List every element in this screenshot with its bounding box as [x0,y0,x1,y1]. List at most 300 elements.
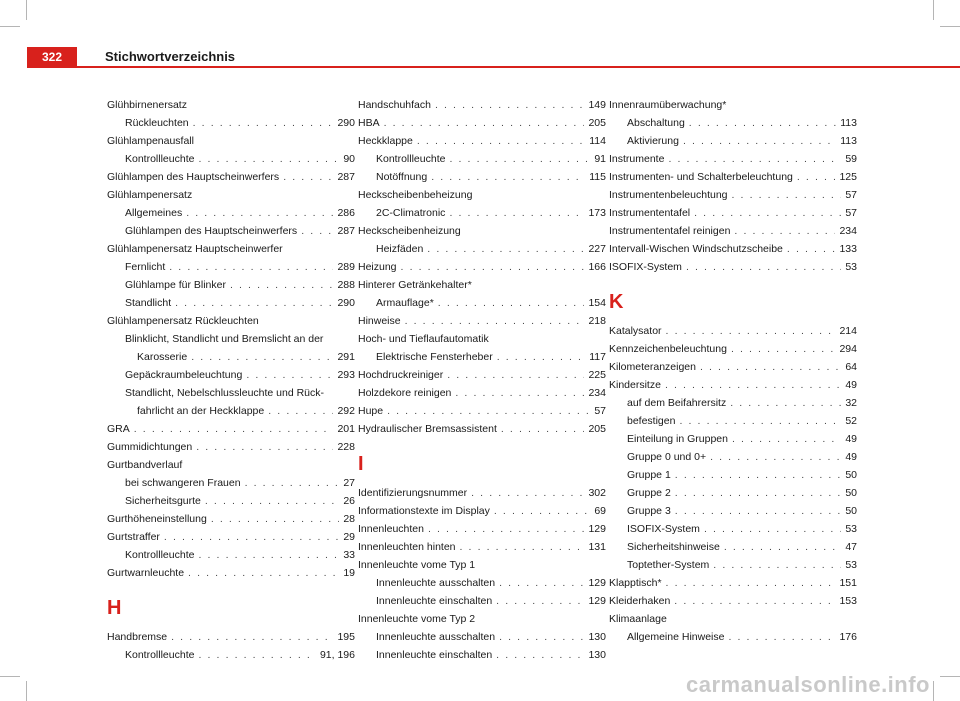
leader-dots [198,150,339,168]
index-entry [358,348,606,366]
leader-dots [496,592,584,610]
index-entry [358,592,606,610]
header-rule [27,66,960,68]
index-entry-label: Allgemeines [125,207,183,219]
index-entry [358,204,606,222]
index-entry-label: HBA [358,117,380,129]
index-entry-label: Gurthöheneinstellung [107,513,207,525]
index-entry-page: 129 [588,577,606,589]
index-entry-page: 91, 196 [319,649,355,661]
index-entry-label: Toptether-System [627,559,710,571]
index-entry-label: Kennzeichenbeleuchtung [609,343,727,355]
index-entry-page: 49 [845,433,857,445]
index-entry-label: Innenleuchte einschalten [376,649,493,661]
index-entry [107,258,355,276]
index-entry-page: 117 [589,351,606,363]
leader-dots [732,430,841,448]
leader-dots [401,258,585,276]
index-entry-label: Kontrollleuchte [125,153,195,165]
crop-mark [0,676,20,677]
leader-dots [675,484,842,502]
index-entry-page: 113 [840,117,857,129]
index-entry [609,556,857,574]
index-entry-label: Gurtwarnleuchte [107,567,185,579]
leader-dots [438,294,585,312]
index-entry [609,222,857,240]
leader-dots [246,366,333,384]
leader-dots [501,420,585,438]
index-entry-page: 130 [588,631,606,643]
index-entry [609,258,857,276]
page-header [0,0,960,66]
index-entry-page: 291 [337,351,355,363]
index-entry-label: Kontrollleuchte [125,649,195,661]
index-entry-page: 26 [343,495,355,507]
index-entry-page: 205 [588,423,606,435]
index-entry [107,294,355,312]
leader-dots [283,168,333,186]
index-entry [358,384,606,402]
leader-dots [730,394,841,412]
index-entry [358,114,606,132]
index-entry [609,412,857,430]
index-entry-page: 57 [594,405,606,417]
index-entry-label: Innenleuchten [358,523,424,535]
index-entry-page: 195 [337,631,355,643]
index-entry [609,484,857,502]
index-entry-label: ISOFIX-System [627,523,700,535]
index-entry-label: Instrumententafel [609,207,691,219]
index-entry-label: Gruppe 0 und 0+ [627,451,707,463]
index-entry-label: Abschaltung [627,117,685,129]
index-entry-label: Elektrische Fensterheber [376,351,493,363]
leader-dots [666,322,836,340]
index-entry-label: Hydraulischer Bremsassistent [358,423,497,435]
leader-dots [449,204,584,222]
leader-dots [427,240,584,258]
index-heading: Innenleuchte vome Typ 1 [358,559,476,571]
index-heading: Glühbirnenersatz [107,99,187,111]
index-entry-page: 287 [337,171,355,183]
index-entry [107,646,355,664]
index-entry-label: Heckklappe [358,135,413,147]
index-entry [358,258,606,276]
index-entry-label: Heizfäden [376,243,424,255]
leader-dots [499,628,584,646]
index-entry-label: Sicherheitshinweise [627,541,720,553]
index-entry [107,628,355,646]
index-entry-page: 115 [589,171,606,183]
leader-dots [455,384,584,402]
leader-dots [188,564,339,582]
index-entry-page: 53 [845,523,857,535]
leader-dots [460,538,585,556]
index-entry [609,168,857,186]
index-entry-page: 149 [588,99,606,111]
index-entry-page: 133 [839,243,857,255]
index-entry [107,348,355,366]
index-entry [107,168,355,186]
index-entry [358,502,606,520]
index-entry-page: 288 [337,279,355,291]
leader-dots [268,402,333,420]
index-entry-page: 28 [343,513,355,525]
index-entry-page: 292 [337,405,355,417]
index-entry-page: 151 [839,577,857,589]
leader-dots [496,646,584,664]
index-entry-label: Klapptisch* [609,577,662,589]
leader-dots [431,168,585,186]
index-entry [358,96,606,114]
leader-dots [694,204,841,222]
index-entry [107,114,355,132]
index-entry [609,574,857,592]
index-entry-label: Kindersitze [609,379,661,391]
index-entry [358,312,606,330]
index-entry [609,150,857,168]
index-entry [358,484,606,502]
index-entry-page: 90 [343,153,355,165]
leader-dots [301,222,333,240]
index-entry-page: 57 [845,189,857,201]
index-heading: Glühlampenersatz Hauptscheinwerfer [107,243,283,255]
index-entry [107,420,355,438]
index-entry-page: 218 [588,315,606,327]
index-entry [107,438,355,456]
index-entry [609,132,857,150]
index-entry [609,430,857,448]
index-entry [107,510,355,528]
index-column-1 [107,96,355,664]
index-heading: Heckscheibenbeheizung [358,189,473,201]
leader-dots [689,114,836,132]
page-number: 322 [27,47,77,66]
index-entry-page: 153 [839,595,857,607]
index-entry-label: Gummidichtungen [107,441,193,453]
index-entry-page: 234 [839,225,857,237]
leader-dots [164,528,339,546]
index-entry-page: 290 [337,117,355,129]
index-entry-page: 205 [588,117,606,129]
index-entry-label: Innenleuchten hinten [358,541,456,553]
index-entry [609,628,857,646]
index-entry-page: 227 [588,243,606,255]
leader-dots [435,96,585,114]
index-entry-page: 52 [845,415,857,427]
index-entry-label: Identifizierungsnummer [358,487,468,499]
index-entry-label: Gruppe 3 [627,505,671,517]
index-entry [107,474,355,492]
leader-dots [686,258,841,276]
index-entry-page: 302 [588,487,606,499]
index-entry-page: 214 [839,325,857,337]
index-entry [358,420,606,438]
index-entry [609,186,857,204]
index-entry-page: 53 [845,559,857,571]
leader-dots [674,592,835,610]
index-entry-page: 19 [343,567,355,579]
index-entry-label: Innenleuchte einschalten [376,595,493,607]
index-entry-label: Holzdekore reinigen [358,387,452,399]
index-entry [107,546,355,564]
leader-dots [710,448,841,466]
index-entry-page: 293 [337,369,355,381]
leader-dots [494,502,590,520]
index-entry-label: Instrumenten- und Schalterbeleuchtung [609,171,793,183]
leader-dots [428,520,584,538]
index-entry-label: Kontrollleuchte [125,549,195,561]
index-entry-label: Intervall-Wischen Windschutzscheibe [609,243,783,255]
index-entry-label: Gruppe 2 [627,487,671,499]
index-heading: Hoch- und Tieflaufautomatik [358,333,489,345]
leader-dots [193,114,334,132]
leader-dots [683,132,836,150]
index-entry-label: fahrlicht an der Heckklappe [137,405,265,417]
index-entry-label: Instrumententafel reinigen [609,225,731,237]
index-entry [358,366,606,384]
index-entry-label: Gurtstraffer [107,531,160,543]
leader-dots [666,574,836,592]
index-entry [609,376,857,394]
index-entry-label: Notöffnung [376,171,428,183]
index-entry-label: Innenleuchte ausschalten [376,631,496,643]
index-entry [107,204,355,222]
leader-dots [384,114,585,132]
index-column-3 [609,96,857,646]
index-entry-label: Kontrollleuchte [376,153,446,165]
index-entry [358,402,606,420]
leader-dots [449,150,590,168]
index-entry-page: 228 [337,441,355,453]
index-entry-label: auf dem Beifahrersitz [627,397,727,409]
index-entry-label: Hupe [358,405,384,417]
index-entry-page: 49 [845,451,857,463]
index-entry-page: 47 [845,541,857,553]
index-column-2 [358,96,606,664]
index-entry-page: 32 [845,397,857,409]
index-entry-label: Instrumentenbeleuchtung [609,189,728,201]
index-entry-label: Kilometeranzeigen [609,361,696,373]
index-entry [107,366,355,384]
index-entry-page: 29 [343,531,355,543]
index-heading: Gurtbandverlauf [107,459,183,471]
leader-dots [134,420,334,438]
leader-dots [447,366,584,384]
index-entry [107,564,355,582]
index-entry-label: ISOFIX-System [609,261,682,273]
index-entry [358,538,606,556]
index-entry-label: Handbremse [107,631,168,643]
index-entry-page: 50 [845,505,857,517]
index-entry [107,528,355,546]
index-entry [358,168,606,186]
index-entry-label: Katalysator [609,325,662,337]
leader-dots [724,538,842,556]
index-entry-page: 53 [845,261,857,273]
leader-dots [675,466,842,484]
index-entry [609,520,857,538]
leader-dots [171,628,333,646]
index-entry-label: Glühlampen des Hauptscheinwerfers [107,171,280,183]
index-entry [609,114,857,132]
leader-dots [191,348,333,366]
leader-dots [198,546,339,564]
index-entry-label: Armauflage* [376,297,434,309]
index-heading: Heckscheibenheizung [358,225,461,237]
index-heading: Hinterer Getränkehalter* [358,279,472,291]
index-entry-page: 130 [588,649,606,661]
leader-dots [186,204,333,222]
page-title: Stichwortverzeichnis [105,49,236,64]
index-entry-page: 59 [845,153,857,165]
section-letter: I [358,453,364,475]
section-letter: K [609,291,624,313]
index-entry-label: 2C-Climatronic [376,207,446,219]
leader-dots [387,402,590,420]
index-heading: Glühlampenersatz [107,189,193,201]
index-entry [609,322,857,340]
index-entry [358,646,606,664]
index-entry-label: Hinweise [358,315,401,327]
index-entry-label: bei schwangeren Frauen [125,477,241,489]
index-entry [358,520,606,538]
index-entry-label: Standlicht [125,297,172,309]
index-entry-page: 50 [845,487,857,499]
index-entry-label: Hochdruckreiniger [358,369,444,381]
index-entry-page: 125 [839,171,857,183]
index-entry-page: 287 [337,225,355,237]
index-entry-label: Rückleuchten [125,117,189,129]
leader-dots [497,348,586,366]
index-entry [107,150,355,168]
leader-dots [198,646,315,664]
crop-mark [940,676,960,677]
leader-dots [417,132,585,150]
index-entry-page: 289 [337,261,355,273]
crop-mark [26,681,27,701]
index-entry-label: befestigen [627,415,676,427]
index-entry-label: Kleiderhaken [609,595,671,607]
index-entry [609,592,857,610]
index-entry-label: Heizung [358,261,397,273]
index-entry-page: 290 [337,297,355,309]
index-entry-page: 129 [588,595,606,607]
index-entry-label: Glühlampe für Blinker [125,279,226,291]
index-entry [609,502,857,520]
index-entry [107,492,355,510]
index-entry-label: Glühlampen des Hauptscheinwerfers [125,225,298,237]
index-entry-page: 64 [845,361,857,373]
leader-dots [205,492,339,510]
watermark: carmanualsonline.info [686,672,930,697]
index-entry-label: Handschuhfach [358,99,431,111]
index-entry [609,358,857,376]
index-entry [609,340,857,358]
index-entry-page: 173 [588,207,606,219]
leader-dots [169,258,333,276]
index-heading: Klimaanlage [609,613,667,625]
index-entry-page: 114 [589,135,606,147]
leader-dots [668,150,841,168]
index-entry [358,574,606,592]
index-heading: Blinklicht, Standlicht und Bremslicht an der [125,333,324,345]
leader-dots [665,376,841,394]
index-entry-page: 201 [337,423,355,435]
leader-dots [728,628,835,646]
index-entry-page: 33 [343,549,355,561]
index-heading: Glühlampenausfall [107,135,194,147]
leader-dots [734,222,835,240]
index-entry [358,294,606,312]
index-entry [358,240,606,258]
index-entry [609,538,857,556]
index-entry [609,466,857,484]
index-entry-label: Gruppe 1 [627,469,671,481]
leader-dots [211,510,339,528]
leader-dots [245,474,340,492]
index-entry [107,276,355,294]
index-entry-page: 129 [588,523,606,535]
index-entry-label: Instrumente [609,153,665,165]
index-entry-label: Aktivierung [627,135,679,147]
leader-dots [175,294,333,312]
index-entry-page: 27 [343,477,355,489]
leader-dots [230,276,334,294]
section-letter: H [107,597,122,619]
index-entry [107,402,355,420]
index-entry-page: 154 [588,297,606,309]
leader-dots [499,574,584,592]
index-entry-label: Innenleuchte ausschalten [376,577,496,589]
index-entry-label: Sicherheitsgurte [125,495,201,507]
crop-mark [933,681,934,701]
index-entry [358,132,606,150]
index-entry-page: 113 [840,135,857,147]
index-entry-label: Karosserie [137,351,188,363]
leader-dots [713,556,841,574]
index-entry-page: 91 [594,153,606,165]
leader-dots [471,484,584,502]
leader-dots [731,340,836,358]
leader-dots [679,412,841,430]
index-entry-page: 225 [588,369,606,381]
index-heading: Innenleuchte vome Typ 2 [358,613,476,625]
index-entry [609,394,857,412]
leader-dots [732,186,842,204]
index-entry-page: 50 [845,469,857,481]
index-entry-page: 131 [588,541,606,553]
index-heading: Standlicht, Nebelschlussleuchte und Rück- [125,387,325,399]
index-entry [358,628,606,646]
index-entry-page: 286 [337,207,355,219]
leader-dots [675,502,842,520]
leader-dots [405,312,585,330]
index-entry-label: GRA [107,423,130,435]
leader-dots [704,520,841,538]
index-entry-page: 49 [845,379,857,391]
index-entry-page: 234 [588,387,606,399]
index-entry [609,240,857,258]
index-entry-label: Informationstexte im Display [358,505,490,517]
leader-dots [787,240,836,258]
index-entry-label: Allgemeine Hinweise [627,631,725,643]
index-heading: Innenraumüberwachung* [609,99,727,111]
index-entry [609,204,857,222]
index-entry-page: 176 [839,631,857,643]
index-entry [107,222,355,240]
leader-dots [196,438,333,456]
leader-dots [797,168,836,186]
